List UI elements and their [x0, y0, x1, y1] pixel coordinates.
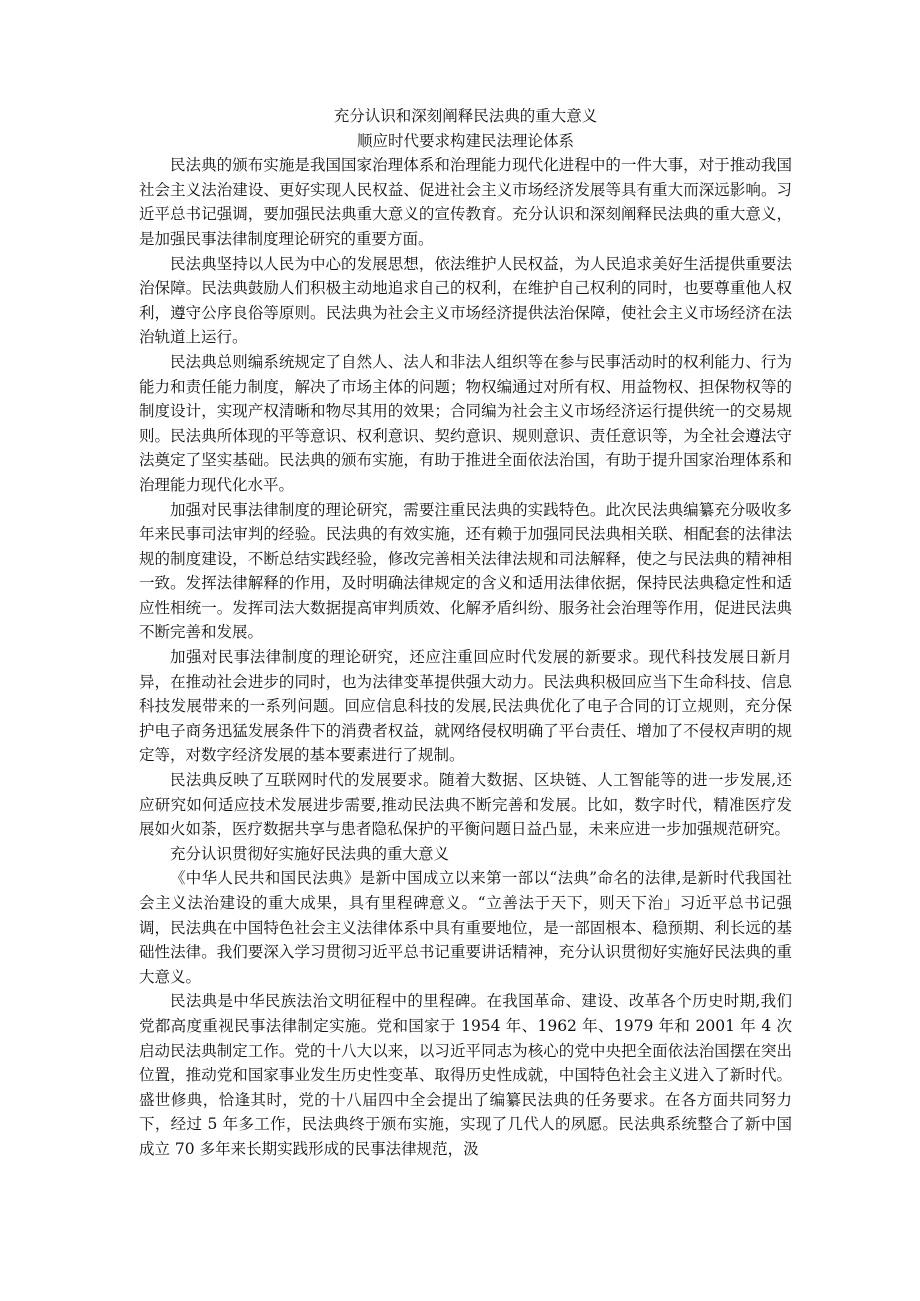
body-paragraph: 民法典是中华民族法治文明征程中的里程碑。在我国革命、建设、改革各个历史时期,我们党都高度重视民事法律制定实施。党和国家于 1954 年、1962 年、1979 年和 2001 年 4 次启动民法典制定工作。党的十八大以来，以习近平同志为核心的党中央把全面依法治国摆在突出位置，推动党和国家事业发生历史性变革、取得历史性成就，中国特色社会主义进入了新时代。盛世修典，恰逢其时，党的十八届四中全会提出了编纂民法典的任务要求。在各方面共同努力下，经过 5 年多工作，民法典终于颁布实施，实现了几代人的夙愿。民法典系统整合了新中国成立 70 多年来长期实践形成的民事法律规范，汲: [139, 992, 792, 1158]
document-subtitle: 顺应时代要求构建民法理论体系: [356, 131, 574, 150]
body-paragraph: 民法典总则编系统规定了自然人、法人和非法人组织等在参与民事活动时的权利能力、行为能力和责任能力制度，解决了市场主体的问题；物权编通过对所有权、用益物权、担保物权等的制度设计，实现产权清晰和物尽其用的效果；合同编为社会主义市场经济运行提供统一的交易规则。民法典所体现的平等意识、权利意识、契约意识、规则意识、责任意识等，为全社会遵法守法奠定了坚实基础。民法典的颁布实施，有助于推进全面依法治国，有助于提升国家治理体系和治理能力现代化水平。: [139, 352, 792, 494]
body-paragraph: 加强对民事法律制度的理论研究，还应注重回应时代发展的新要求。现代科技发展日新月异，在推动社会进步的同时，也为法律变革提供强大动力。民法典积极回应当下生命科技、信息科技发展带来的一系列问题。回应信息科技的发展,民法典优化了电子合同的订立规则，充分保护电子商务迅猛发展条件下的消费者权益，就网络侵权明确了平台责任、增加了不侵权声明的规定等，对数字经济发展的基本要素进行了规制。: [139, 648, 792, 765]
body-paragraph: 民法典反映了互联网时代的发展要求。随着大数据、区块链、人工智能等的进一步发展,还应研究如何适应技术发展进步需要,推动民法典不断完善和发展。比如，数字时代，精准医疗发展如火如荼，医疗数据共享与患者隐私保护的平衡问题日益凸显，未来应进一步加强规范研究。: [139, 771, 792, 839]
document-page: [139, 104, 792, 1162]
body-paragraph: 民法典的颁布实施是我国国家治理体系和治理能力现代化进程中的一件大事，对于推动我国社会主义法治建设、更好实现人民权益、促进社会主义市场经济发展等具有重大而深远影响。习近平总书记强调，要加强民法典重大意义的宣传教育。充分认识和深刻阐释民法典的重大意义，是加强民事法律制度理论研究的重要方面。: [139, 156, 792, 248]
body-paragraph: 《中华人民共和国民法典》是新中国成立以来第一部以“法典”命名的法律,是新时代我国社会主义法治建设的重大成果，具有里程碑意义。“立善法于天下，则天下治」习近平总书记强调，民法典在中国特色社会主义法律体系中具有重要地位，是一部固根本、稳预期、利长远的基础性法律。我们要深入学习贯彻习近平总书记重要讲话精神，充分认识贯彻好实施好民法典的重大意义。: [139, 869, 792, 986]
body-paragraph: 加强对民事法律制度的理论研究，需要注重民法典的实践特色。此次民法典编纂充分吸收多年来民事司法审判的经验。民法典的有效实施，还有赖于加强同民法典相关联、相配套的法律法规的制度建设，不断总结实践经验，修改完善相关法律法规和司法解释，使之与民法典的精神相一致。发挥法律解释的作用，及时明确法律规定的含义和适用法律依据，保持民法典稳定性和适应性相统一。发挥司法大数据提高审判质效、化解矛盾纠纷、服务社会治理等作用，促进民法典不断完善和发展。: [139, 500, 792, 642]
section-heading: 充分认识贯彻好实施好民法典的重大意义: [170, 844, 450, 863]
body-paragraph: 民法典坚持以人民为中心的发展思想，依法维护人民权益，为人民追求美好生活提供重要法治保障。民法典鼓励人们积极主动地追求自己的权利，在维护自己权利的同时，也要尊重他人权利，遵守公序良俗等原则。民法典为社会主义市场经济提供法治保障，使社会主义市场经济在法治轨道上运行。: [139, 254, 792, 347]
document-title: 充分认识和深刻阐释民法典的重大意义: [333, 107, 598, 125]
